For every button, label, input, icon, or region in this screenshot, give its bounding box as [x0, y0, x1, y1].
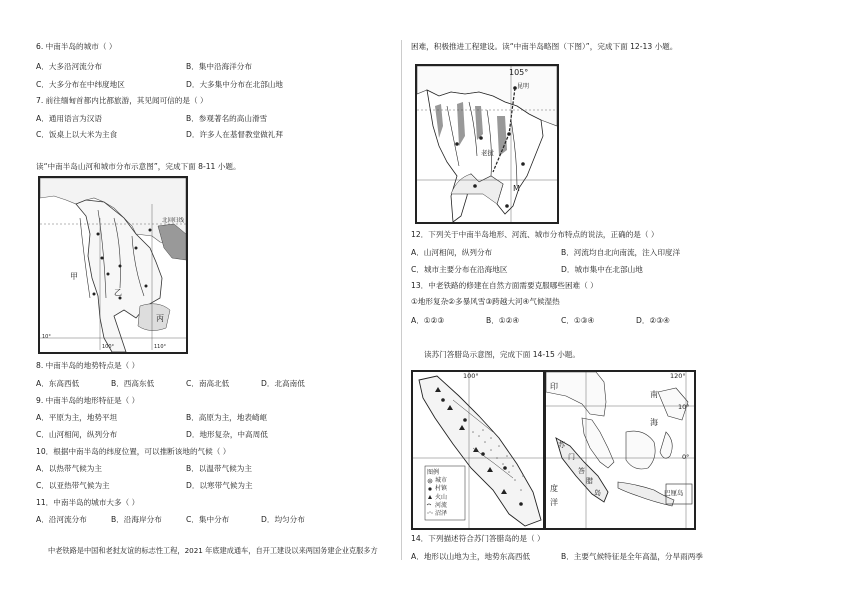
q13-stem: 13．中老铁路的修建在自然方面需要克服哪些困难（ ） — [411, 281, 598, 290]
q13-option-c: C．①③④ — [561, 316, 595, 325]
lon-105-label: 105° — [509, 68, 529, 77]
label-la: 腊 — [586, 477, 593, 485]
lon-110-label: 110° — [154, 344, 167, 350]
lat-0-label: 0° — [682, 453, 690, 461]
q9-stem: 9. 中南半岛的地形特征是（ ） — [36, 396, 140, 405]
q9-option-b: B．高原为主，地表崎岖 — [186, 413, 268, 422]
q9-option-d: D．地形复杂，中高周低 — [186, 430, 268, 439]
lon-100-label: 100° — [102, 344, 115, 350]
q10-stem: 10．根据中南半岛的纬度位置，可以推断该地的气候（ ） — [36, 447, 231, 456]
map2-intro: 困难，积极推进工程建设。读“中南半岛略图（下图）”，完成下面 12-13 小题。 — [411, 42, 678, 51]
q14-stem: 14．下列描述符合苏门答腊岛的是（ ） — [411, 534, 545, 543]
q8-option-a: A．东高西低 — [36, 379, 80, 388]
map3-intro: 读苏门答腊岛示意图，完成下面 14-15 小题。 — [424, 350, 580, 359]
indochina-river-city-map — [38, 176, 188, 354]
q7-option-b: B．参观著名的高山滑雪 — [186, 114, 268, 123]
q6-option-d: D．大多集中分布在北部山地 — [186, 80, 283, 89]
q13-option-d: D．②③④ — [636, 316, 670, 325]
sumatra-detail-map — [411, 370, 545, 530]
q6-option-b: B．集中沿海洋分布 — [186, 62, 252, 71]
map1-svg — [40, 178, 186, 352]
footer-passage: 中老铁路是中国和老挝友谊的标志性工程，2021 年底建成通车，自开工建设以来两国务建企业克服多方 — [48, 546, 378, 555]
map3-detail-svg — [413, 372, 543, 528]
label-yi: 乙 — [114, 288, 122, 297]
legend-swamp: 沼泽 — [435, 510, 448, 517]
q7-stem: 7. 前往缅甸首都内比都旅游，其见闻可信的是（ ） — [36, 96, 208, 105]
label-hai: 海 — [650, 418, 658, 427]
q10-option-a: A．以热带气候为主 — [36, 464, 102, 473]
q7-option-a: A．通用语言为汉语 — [36, 114, 102, 123]
q13-statements: ①地形复杂②多暴风雪③跨越大河④气候湿热 — [411, 297, 560, 306]
lat-10-label-map3: 10° — [678, 403, 690, 411]
q12-stem: 12．下列关于中南半岛地形、河流、城市分布特点的说法，正确的是（ ） — [411, 230, 659, 239]
q12-option-a: A．山河相间，纵列分布 — [411, 248, 493, 257]
lon-100-label-map3: 100° — [463, 372, 479, 380]
legend-town: 村镇 — [435, 485, 448, 492]
legend-city: 城市 — [435, 477, 448, 484]
q13-option-a: A．①②③ — [411, 316, 445, 325]
q14-option-b: B．主要气候特征是全年高温，分旱雨两季 — [561, 552, 703, 561]
q6-stem: 6. 中南半岛的城市（ ） — [36, 42, 117, 51]
bali-label: 巴厘岛 — [664, 489, 684, 497]
kunming-label: 昆明 — [517, 83, 530, 90]
label-jia: 甲 — [70, 272, 78, 281]
map1-intro: 读“中南半岛山河和城市分布示意图”，完成下面 8-11 小题。 — [36, 162, 241, 171]
label-men: 门 — [568, 453, 575, 461]
q11-stem: 11．中南半岛的城市大多（ ） — [36, 498, 140, 507]
q10-option-b: B．以温带气候为主 — [186, 464, 252, 473]
q9-option-c: C．山河相间，纵列分布 — [36, 430, 118, 439]
point-m-label: M — [513, 184, 520, 193]
lat-10-label: 10° — [42, 334, 51, 340]
q10-option-c: C．以亚热带气候为主 — [36, 481, 110, 490]
legend-volcano: 火山 — [435, 494, 448, 501]
q11-option-d: D．均匀分布 — [261, 515, 305, 524]
q8-stem: 8. 中南半岛的地势特点是（ ） — [36, 361, 140, 370]
lon-120-label: 120° — [670, 372, 686, 380]
q11-option-c: C．集中分布 — [186, 515, 230, 524]
legend-river: 河流 — [435, 502, 448, 509]
q14-option-a: A．地形以山地为主，地势东高西低 — [411, 552, 531, 561]
label-da: 答 — [578, 467, 585, 475]
q8-option-b: B．西高东低 — [111, 379, 155, 388]
label-yang: 洋 — [550, 498, 558, 507]
q11-option-a: A．沿河流分布 — [36, 515, 87, 524]
q7-option-c: C．饭桌上以大米为主食 — [36, 130, 118, 139]
label-du: 度 — [550, 484, 558, 493]
indochina-sketch-map — [415, 64, 559, 224]
laos-label: 老挝 — [481, 149, 494, 157]
q8-option-d: D．北高南低 — [261, 379, 305, 388]
q8-option-c: C．南高北低 — [186, 379, 230, 388]
label-nan: 南 — [650, 390, 658, 399]
q9-option-a: A．平原为主，地势平坦 — [36, 413, 118, 422]
map2-svg — [417, 66, 557, 222]
tropic-of-cancer-label: 北回归线 — [162, 218, 185, 224]
q7-option-d: D．许多人在基督教堂做礼拜 — [186, 130, 283, 139]
q6-option-c: C．大多分布在中纬度地区 — [36, 80, 125, 89]
legend-title: 图例 — [427, 469, 440, 476]
q12-option-d: D．城市集中在北部山地 — [561, 265, 643, 274]
sumatra-region-map — [544, 370, 696, 530]
q11-option-b: B．沿海岸分布 — [111, 515, 162, 524]
label-bing: 丙 — [156, 314, 164, 323]
label-dao: 岛 — [594, 489, 601, 497]
q6-option-a: A．大多沿河流分布 — [36, 62, 102, 71]
label-yin: 印 — [550, 382, 558, 391]
q12-option-c: C．城市主要分布在沿海地区 — [411, 265, 508, 274]
column-divider — [401, 40, 402, 560]
q12-option-b: B．河流均自北向南流，注入印度洋 — [561, 248, 681, 257]
label-su: 苏 — [558, 441, 565, 449]
q10-option-d: D．以寒带气候为主 — [186, 481, 253, 490]
q13-option-b: B．①②④ — [486, 316, 520, 325]
map3-region-svg — [546, 372, 694, 528]
